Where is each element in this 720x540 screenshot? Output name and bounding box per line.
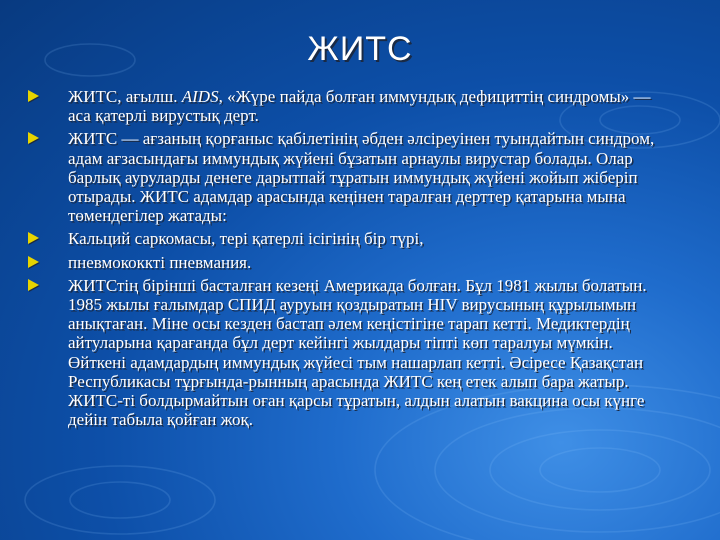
bullet-text: пневмококкті пневмания. xyxy=(68,252,252,272)
bullet-item-kaposi-sarcoma xyxy=(28,229,673,248)
bullet-arrow-icon xyxy=(28,132,39,144)
bullet-text: ЖИТС — ағзаның қорғаныс қабілетінің әбден әлсіреуінен туындайтын синдром, адам ағзасындағы иммундық жүйені бұзатын арнаулы вирустар болады. Олар барлық ауруларды денеге дарытпай тұратын иммундық жүйені жойып жіберіп отырады. ЖИТС адамдар арасында кеңінен таралған дерттер қатарына мына төмендегілер жатады: xyxy=(68,129,655,226)
slide-title: ЖИТС xyxy=(307,30,413,68)
bullet-arrow-icon xyxy=(28,232,39,244)
bullet-text-italic: AIDS xyxy=(181,87,219,106)
bullet-item-immune-syndrome xyxy=(28,129,673,225)
bullet-text-rest: , «Жүре пайда болған иммундық дефициттің синдромы» — аса қатерлі вирустық дерт. xyxy=(68,87,651,126)
bullet-text-prefix: ЖИТС, ағылш. xyxy=(68,87,182,106)
bullet-text: ЖИТСтің бірінші басталған кезеңі Америкада болған. Бұл 1981 жылы болатын. 1985 жылы ғалымдар СПИД ауруын қоздыратын HIV вирусының құрылымын анықтаған. Міне осы кезден бастап әлем кеңістігіне тарап кетті. Медиктердің айтуларына қарағанда бұл дерт кейінгі жылдары тіпті көп таралуы мүмкін. Өйткені адамдардың иммундық жүйесі тым нашарлап кетті. Әсіресе Қазақстан Республикасы тұрғында-рынның арасында ЖИТС кең етек алып бара жатыр. ЖИТС-ті болдырмайтын оған қарсы тұратын, алдын алатын вакцина осы күнге дейін табыла қойған жоқ. xyxy=(68,275,647,430)
bullet-list xyxy=(28,87,673,433)
bullet-text: Кальций саркомасы, тері қатерлі ісігінің бір түрі, xyxy=(68,229,424,249)
bullet-arrow-icon xyxy=(28,279,39,291)
bullet-arrow-icon xyxy=(28,256,39,268)
bullet-arrow-icon xyxy=(28,90,39,102)
bullet-item-aids-definition xyxy=(28,87,673,125)
bullet-item-history xyxy=(28,276,673,430)
bullet-item-pneumonia xyxy=(28,253,673,272)
